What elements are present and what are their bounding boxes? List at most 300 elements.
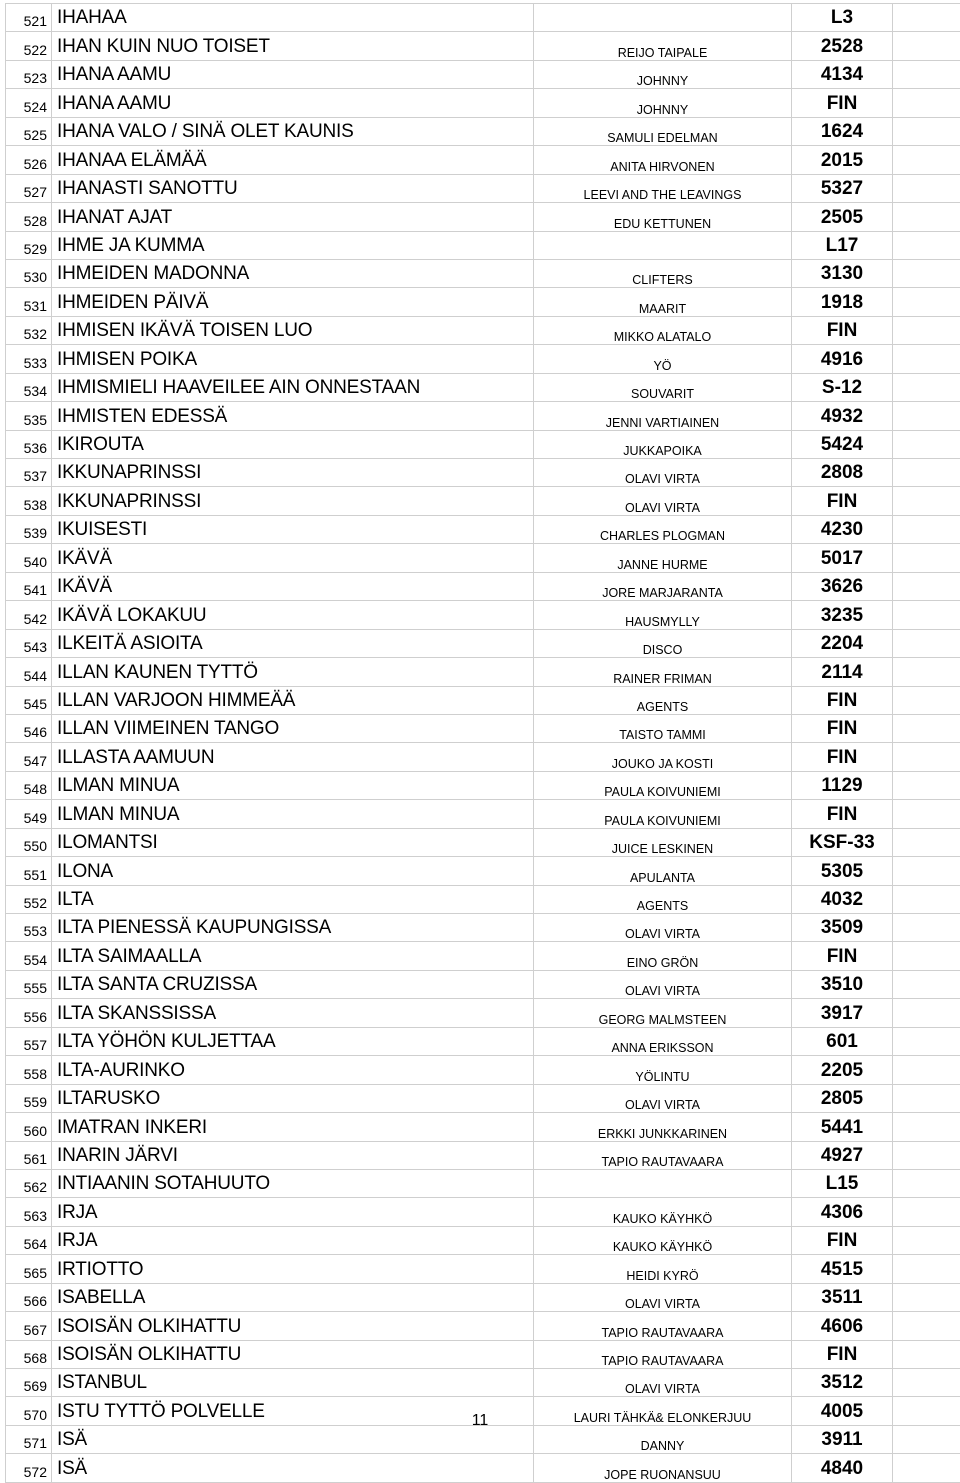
- artist-name: TAPIO RAUTAVAARA: [534, 1141, 792, 1169]
- empty-cell: [893, 1454, 960, 1482]
- row-number: 521: [6, 4, 52, 32]
- artist-name: ANITA HIRVONEN: [534, 146, 792, 174]
- empty-cell: [893, 345, 960, 373]
- song-title: IMATRAN INKERI: [52, 1113, 534, 1141]
- song-title: ILTA YÖHÖN KULJETTAA: [52, 1027, 534, 1055]
- song-title: IHMISEN IKÄVÄ TOISEN LUO: [52, 316, 534, 344]
- song-code: 5327: [792, 174, 893, 202]
- song-code: 2505: [792, 203, 893, 231]
- table-row: [6, 1198, 960, 1226]
- row-number: 539: [6, 515, 52, 543]
- table-row: [6, 686, 960, 714]
- empty-cell: [893, 1369, 960, 1397]
- table-row: [6, 515, 960, 543]
- table-row: [6, 601, 960, 629]
- song-title: INARIN JÄRVI: [52, 1141, 534, 1169]
- empty-cell: [893, 1283, 960, 1311]
- row-number: 554: [6, 942, 52, 970]
- song-code: 4916: [792, 345, 893, 373]
- empty-cell: [893, 89, 960, 117]
- row-number: 525: [6, 117, 52, 145]
- song-title: IRJA: [52, 1198, 534, 1226]
- artist-name: EDU KETTUNEN: [534, 203, 792, 231]
- table-row: [6, 1312, 960, 1340]
- song-title: IHANASTI SANOTTU: [52, 174, 534, 202]
- empty-cell: [893, 601, 960, 629]
- row-number: 528: [6, 203, 52, 231]
- empty-cell: [893, 60, 960, 88]
- artist-name: JOHNNY: [534, 60, 792, 88]
- artist-name: JUKKAPOIKA: [534, 430, 792, 458]
- song-title: IKÄVÄ LOKAKUU: [52, 601, 534, 629]
- artist-name: JORE MARJARANTA: [534, 572, 792, 600]
- empty-cell: [893, 1198, 960, 1226]
- table-row: [6, 32, 960, 60]
- row-number: 566: [6, 1283, 52, 1311]
- row-number: 530: [6, 259, 52, 287]
- song-code: 4306: [792, 1198, 893, 1226]
- artist-name: PAULA KOIVUNIEMI: [534, 771, 792, 799]
- empty-cell: [893, 1113, 960, 1141]
- row-number: 551: [6, 857, 52, 885]
- row-number: 534: [6, 373, 52, 401]
- artist-name: KAUKO KÄYHKÖ: [534, 1198, 792, 1226]
- song-title: ISTU TYTTÖ POLVELLE: [52, 1397, 534, 1425]
- song-code: 5441: [792, 1113, 893, 1141]
- table-row: [6, 942, 960, 970]
- empty-cell: [893, 402, 960, 430]
- table-row: [6, 1283, 960, 1311]
- artist-name: OLAVI VIRTA: [534, 970, 792, 998]
- song-code: 601: [792, 1027, 893, 1055]
- song-code: 3911: [792, 1425, 893, 1453]
- artist-name: EINO GRÖN: [534, 942, 792, 970]
- empty-cell: [893, 743, 960, 771]
- song-title: IRTIOTTO: [52, 1255, 534, 1283]
- song-code: 4932: [792, 402, 893, 430]
- artist-name: SOUVARIT: [534, 373, 792, 401]
- song-title: IHMISEN POIKA: [52, 345, 534, 373]
- empty-cell: [893, 1141, 960, 1169]
- row-number: 549: [6, 800, 52, 828]
- song-title: IKÄVÄ: [52, 544, 534, 572]
- empty-cell: [893, 174, 960, 202]
- table-row: [6, 430, 960, 458]
- song-title: IHME JA KUMMA: [52, 231, 534, 259]
- empty-cell: [893, 1084, 960, 1112]
- row-number: 572: [6, 1454, 52, 1482]
- row-number: 557: [6, 1027, 52, 1055]
- empty-cell: [893, 970, 960, 998]
- song-code: FIN: [792, 942, 893, 970]
- song-code: FIN: [792, 686, 893, 714]
- song-title: ILLASTA AAMUUN: [52, 743, 534, 771]
- song-title: IHANA VALO / SINÄ OLET KAUNIS: [52, 117, 534, 145]
- artist-name: JOUKO JA KOSTI: [534, 743, 792, 771]
- song-code: 3509: [792, 914, 893, 942]
- song-title: ILMAN MINUA: [52, 771, 534, 799]
- row-number: 532: [6, 316, 52, 344]
- artist-name: [534, 231, 792, 259]
- row-number: 533: [6, 345, 52, 373]
- table-row: [6, 60, 960, 88]
- song-code: 4230: [792, 515, 893, 543]
- artist-name: JUICE LESKINEN: [534, 828, 792, 856]
- song-title: IKKUNAPRINSSI: [52, 459, 534, 487]
- song-title: ILTA SAIMAALLA: [52, 942, 534, 970]
- empty-cell: [893, 572, 960, 600]
- artist-name: OLAVI VIRTA: [534, 914, 792, 942]
- table-row: [6, 658, 960, 686]
- row-number: 523: [6, 60, 52, 88]
- row-number: 548: [6, 771, 52, 799]
- empty-cell: [893, 146, 960, 174]
- empty-cell: [893, 515, 960, 543]
- row-number: 537: [6, 459, 52, 487]
- table-row: [6, 885, 960, 913]
- artist-name: OLAVI VIRTA: [534, 487, 792, 515]
- song-code: KSF-33: [792, 828, 893, 856]
- table-row: [6, 1084, 960, 1112]
- row-number: 571: [6, 1425, 52, 1453]
- song-title: INTIAANIN SOTAHUUTO: [52, 1169, 534, 1197]
- table-row: [6, 89, 960, 117]
- song-code: 4606: [792, 1312, 893, 1340]
- song-code: 1918: [792, 288, 893, 316]
- empty-cell: [893, 32, 960, 60]
- song-code: 4515: [792, 1255, 893, 1283]
- row-number: 524: [6, 89, 52, 117]
- table-row: [6, 402, 960, 430]
- song-title: ISABELLA: [52, 1283, 534, 1311]
- row-number: 555: [6, 970, 52, 998]
- row-number: 550: [6, 828, 52, 856]
- table-row: [6, 572, 960, 600]
- song-code: 4005: [792, 1397, 893, 1425]
- song-code: 2805: [792, 1084, 893, 1112]
- song-code: 3130: [792, 259, 893, 287]
- artist-name: CLIFTERS: [534, 259, 792, 287]
- table-row: [6, 999, 960, 1027]
- row-number: 552: [6, 885, 52, 913]
- artist-name: JENNI VARTIAINEN: [534, 402, 792, 430]
- song-title: ILOMANTSI: [52, 828, 534, 856]
- table-row: [6, 203, 960, 231]
- artist-name: SAMULI EDELMAN: [534, 117, 792, 145]
- table-row: [6, 459, 960, 487]
- row-number: 536: [6, 430, 52, 458]
- song-title: ISTANBUL: [52, 1369, 534, 1397]
- table-row: [6, 1369, 960, 1397]
- row-number: 570: [6, 1397, 52, 1425]
- row-number: 560: [6, 1113, 52, 1141]
- table-row: [6, 4, 960, 32]
- song-code: 1624: [792, 117, 893, 145]
- song-code: 3510: [792, 970, 893, 998]
- song-code: 2205: [792, 1056, 893, 1084]
- artist-name: KAUKO KÄYHKÖ: [534, 1226, 792, 1254]
- table-row: [6, 771, 960, 799]
- row-number: 558: [6, 1056, 52, 1084]
- row-number: 543: [6, 629, 52, 657]
- song-title: ILONA: [52, 857, 534, 885]
- row-number: 527: [6, 174, 52, 202]
- song-title: ILMAN MINUA: [52, 800, 534, 828]
- song-title: IKKUNAPRINSSI: [52, 487, 534, 515]
- song-title: IHMISMIELI HAAVEILEE AIN ONNESTAAN: [52, 373, 534, 401]
- empty-cell: [893, 942, 960, 970]
- row-number: 541: [6, 572, 52, 600]
- table-row: [6, 259, 960, 287]
- empty-cell: [893, 1255, 960, 1283]
- song-title: IHANA AAMU: [52, 60, 534, 88]
- song-code: L3: [792, 4, 893, 32]
- row-number: 546: [6, 714, 52, 742]
- song-code: 2114: [792, 658, 893, 686]
- empty-cell: [893, 544, 960, 572]
- empty-cell: [893, 771, 960, 799]
- row-number: 535: [6, 402, 52, 430]
- table-row: [6, 714, 960, 742]
- row-number: 563: [6, 1198, 52, 1226]
- empty-cell: [893, 1027, 960, 1055]
- table-row: [6, 1141, 960, 1169]
- song-code: 2528: [792, 32, 893, 60]
- empty-cell: [893, 373, 960, 401]
- song-code: 4032: [792, 885, 893, 913]
- song-code: 4840: [792, 1454, 893, 1482]
- table-row: [6, 544, 960, 572]
- song-code: FIN: [792, 714, 893, 742]
- empty-cell: [893, 999, 960, 1027]
- artist-name: HAUSMYLLY: [534, 601, 792, 629]
- page-number: 11: [0, 1412, 960, 1430]
- table-row: [6, 743, 960, 771]
- artist-name: AGENTS: [534, 885, 792, 913]
- artist-name: MAARIT: [534, 288, 792, 316]
- empty-cell: [893, 1056, 960, 1084]
- empty-cell: [893, 800, 960, 828]
- table-row: [6, 629, 960, 657]
- song-title: IHAHAA: [52, 4, 534, 32]
- song-code: L15: [792, 1169, 893, 1197]
- song-code: S-12: [792, 373, 893, 401]
- row-number: 561: [6, 1141, 52, 1169]
- song-code: FIN: [792, 89, 893, 117]
- empty-cell: [893, 203, 960, 231]
- row-number: 553: [6, 914, 52, 942]
- table-row: [6, 345, 960, 373]
- table-row: [6, 1027, 960, 1055]
- song-title: IHAN KUIN NUO TOISET: [52, 32, 534, 60]
- empty-cell: [893, 117, 960, 145]
- song-title: ISÄ: [52, 1425, 534, 1453]
- artist-name: PAULA KOIVUNIEMI: [534, 800, 792, 828]
- table-row: [6, 1255, 960, 1283]
- artist-name: APULANTA: [534, 857, 792, 885]
- song-code: 3512: [792, 1369, 893, 1397]
- table-row: [6, 1340, 960, 1368]
- row-number: 568: [6, 1340, 52, 1368]
- song-code: FIN: [792, 743, 893, 771]
- row-number: 529: [6, 231, 52, 259]
- table-row: [6, 146, 960, 174]
- row-number: 547: [6, 743, 52, 771]
- empty-cell: [893, 316, 960, 344]
- song-title: IHANAT AJAT: [52, 203, 534, 231]
- row-number: 526: [6, 146, 52, 174]
- table-row: [6, 231, 960, 259]
- artist-name: DANNY: [534, 1425, 792, 1453]
- song-code: FIN: [792, 1340, 893, 1368]
- empty-cell: [893, 1340, 960, 1368]
- song-title: IHMEIDEN MADONNA: [52, 259, 534, 287]
- row-number: 542: [6, 601, 52, 629]
- song-title: ILLAN KAUNEN TYTTÖ: [52, 658, 534, 686]
- song-title: IRJA: [52, 1226, 534, 1254]
- empty-cell: [893, 231, 960, 259]
- row-number: 559: [6, 1084, 52, 1112]
- artist-name: MIKKO ALATALO: [534, 316, 792, 344]
- song-title: ILKEITÄ ASIOITA: [52, 629, 534, 657]
- song-code: 2808: [792, 459, 893, 487]
- song-title: IKIROUTA: [52, 430, 534, 458]
- song-title: ILTA SANTA CRUZISSA: [52, 970, 534, 998]
- empty-cell: [893, 714, 960, 742]
- row-number: 540: [6, 544, 52, 572]
- song-title: ISOISÄN OLKIHATTU: [52, 1340, 534, 1368]
- song-title: ILTA: [52, 885, 534, 913]
- empty-cell: [893, 885, 960, 913]
- song-list-table: [5, 3, 960, 1483]
- song-title: IHMEIDEN PÄIVÄ: [52, 288, 534, 316]
- row-number: 556: [6, 999, 52, 1027]
- table-row: [6, 857, 960, 885]
- table-row: [6, 288, 960, 316]
- artist-name: LEEVI AND THE LEAVINGS: [534, 174, 792, 202]
- table-row: [6, 1226, 960, 1254]
- artist-name: TAISTO TAMMI: [534, 714, 792, 742]
- table-row: [6, 316, 960, 344]
- song-title: ISÄ: [52, 1454, 534, 1482]
- artist-name: TAPIO RAUTAVAARA: [534, 1340, 792, 1368]
- song-code: 3235: [792, 601, 893, 629]
- row-number: 562: [6, 1169, 52, 1197]
- song-code: 5424: [792, 430, 893, 458]
- row-number: 569: [6, 1369, 52, 1397]
- table-row: [6, 970, 960, 998]
- song-code: 4134: [792, 60, 893, 88]
- song-title: ILLAN VIIMEINEN TANGO: [52, 714, 534, 742]
- song-title: ILTA PIENESSÄ KAUPUNGISSA: [52, 914, 534, 942]
- empty-cell: [893, 629, 960, 657]
- table-row: [6, 373, 960, 401]
- artist-name: REIJO TAIPALE: [534, 32, 792, 60]
- song-code: 2015: [792, 146, 893, 174]
- row-number: 544: [6, 658, 52, 686]
- song-title: ILTA-AURINKO: [52, 1056, 534, 1084]
- song-list-body: [6, 4, 960, 1483]
- empty-cell: [893, 1169, 960, 1197]
- empty-cell: [893, 1312, 960, 1340]
- song-title: IHMISTEN EDESSÄ: [52, 402, 534, 430]
- table-row: [6, 800, 960, 828]
- empty-cell: [893, 686, 960, 714]
- artist-name: [534, 1169, 792, 1197]
- artist-name: GEORG MALMSTEEN: [534, 999, 792, 1027]
- song-title: ISOISÄN OLKIHATTU: [52, 1312, 534, 1340]
- table-row: [6, 1454, 960, 1482]
- song-code: 3511: [792, 1283, 893, 1311]
- empty-cell: [893, 914, 960, 942]
- song-title: IKÄVÄ: [52, 572, 534, 600]
- empty-cell: [893, 857, 960, 885]
- empty-cell: [893, 4, 960, 32]
- table-row: [6, 828, 960, 856]
- empty-cell: [893, 459, 960, 487]
- artist-name: DISCO: [534, 629, 792, 657]
- row-number: 564: [6, 1226, 52, 1254]
- artist-name: CHARLES PLOGMAN: [534, 515, 792, 543]
- empty-cell: [893, 288, 960, 316]
- table-row: [6, 914, 960, 942]
- artist-name: JOHNNY: [534, 89, 792, 117]
- empty-cell: [893, 430, 960, 458]
- empty-cell: [893, 658, 960, 686]
- empty-cell: [893, 259, 960, 287]
- table-row: [6, 1056, 960, 1084]
- song-code: FIN: [792, 316, 893, 344]
- table-row: [6, 1113, 960, 1141]
- artist-name: OLAVI VIRTA: [534, 459, 792, 487]
- artist-name: JOPE RUONANSUU: [534, 1454, 792, 1482]
- artist-name: ERKKI JUNKKARINEN: [534, 1113, 792, 1141]
- artist-name: AGENTS: [534, 686, 792, 714]
- artist-name: YÖ: [534, 345, 792, 373]
- artist-name: JANNE HURME: [534, 544, 792, 572]
- song-code: 5017: [792, 544, 893, 572]
- song-code: FIN: [792, 1226, 893, 1254]
- table-row: [6, 117, 960, 145]
- song-title: ILTARUSKO: [52, 1084, 534, 1112]
- artist-name: RAINER FRIMAN: [534, 658, 792, 686]
- song-code: 4927: [792, 1141, 893, 1169]
- artist-name: HEIDI KYRÖ: [534, 1255, 792, 1283]
- artist-name: OLAVI VIRTA: [534, 1369, 792, 1397]
- table-row: [6, 487, 960, 515]
- song-code: 3626: [792, 572, 893, 600]
- artist-name: OLAVI VIRTA: [534, 1283, 792, 1311]
- song-code: 5305: [792, 857, 893, 885]
- artist-name: YÖLINTU: [534, 1056, 792, 1084]
- empty-cell: [893, 487, 960, 515]
- row-number: 565: [6, 1255, 52, 1283]
- empty-cell: [893, 1226, 960, 1254]
- artist-name: OLAVI VIRTA: [534, 1084, 792, 1112]
- song-code: 2204: [792, 629, 893, 657]
- table-row: [6, 1169, 960, 1197]
- row-number: 522: [6, 32, 52, 60]
- song-title: IHANA AAMU: [52, 89, 534, 117]
- artist-name: TAPIO RAUTAVAARA: [534, 1312, 792, 1340]
- song-code: 1129: [792, 771, 893, 799]
- song-title: ILTA SKANSSISSA: [52, 999, 534, 1027]
- table-row: [6, 174, 960, 202]
- song-title: IHANAA ELÄMÄÄ: [52, 146, 534, 174]
- song-code: FIN: [792, 800, 893, 828]
- song-title: IKUISESTI: [52, 515, 534, 543]
- artist-name: LAURI TÄHKÄ& ELONKERJUU: [534, 1397, 792, 1425]
